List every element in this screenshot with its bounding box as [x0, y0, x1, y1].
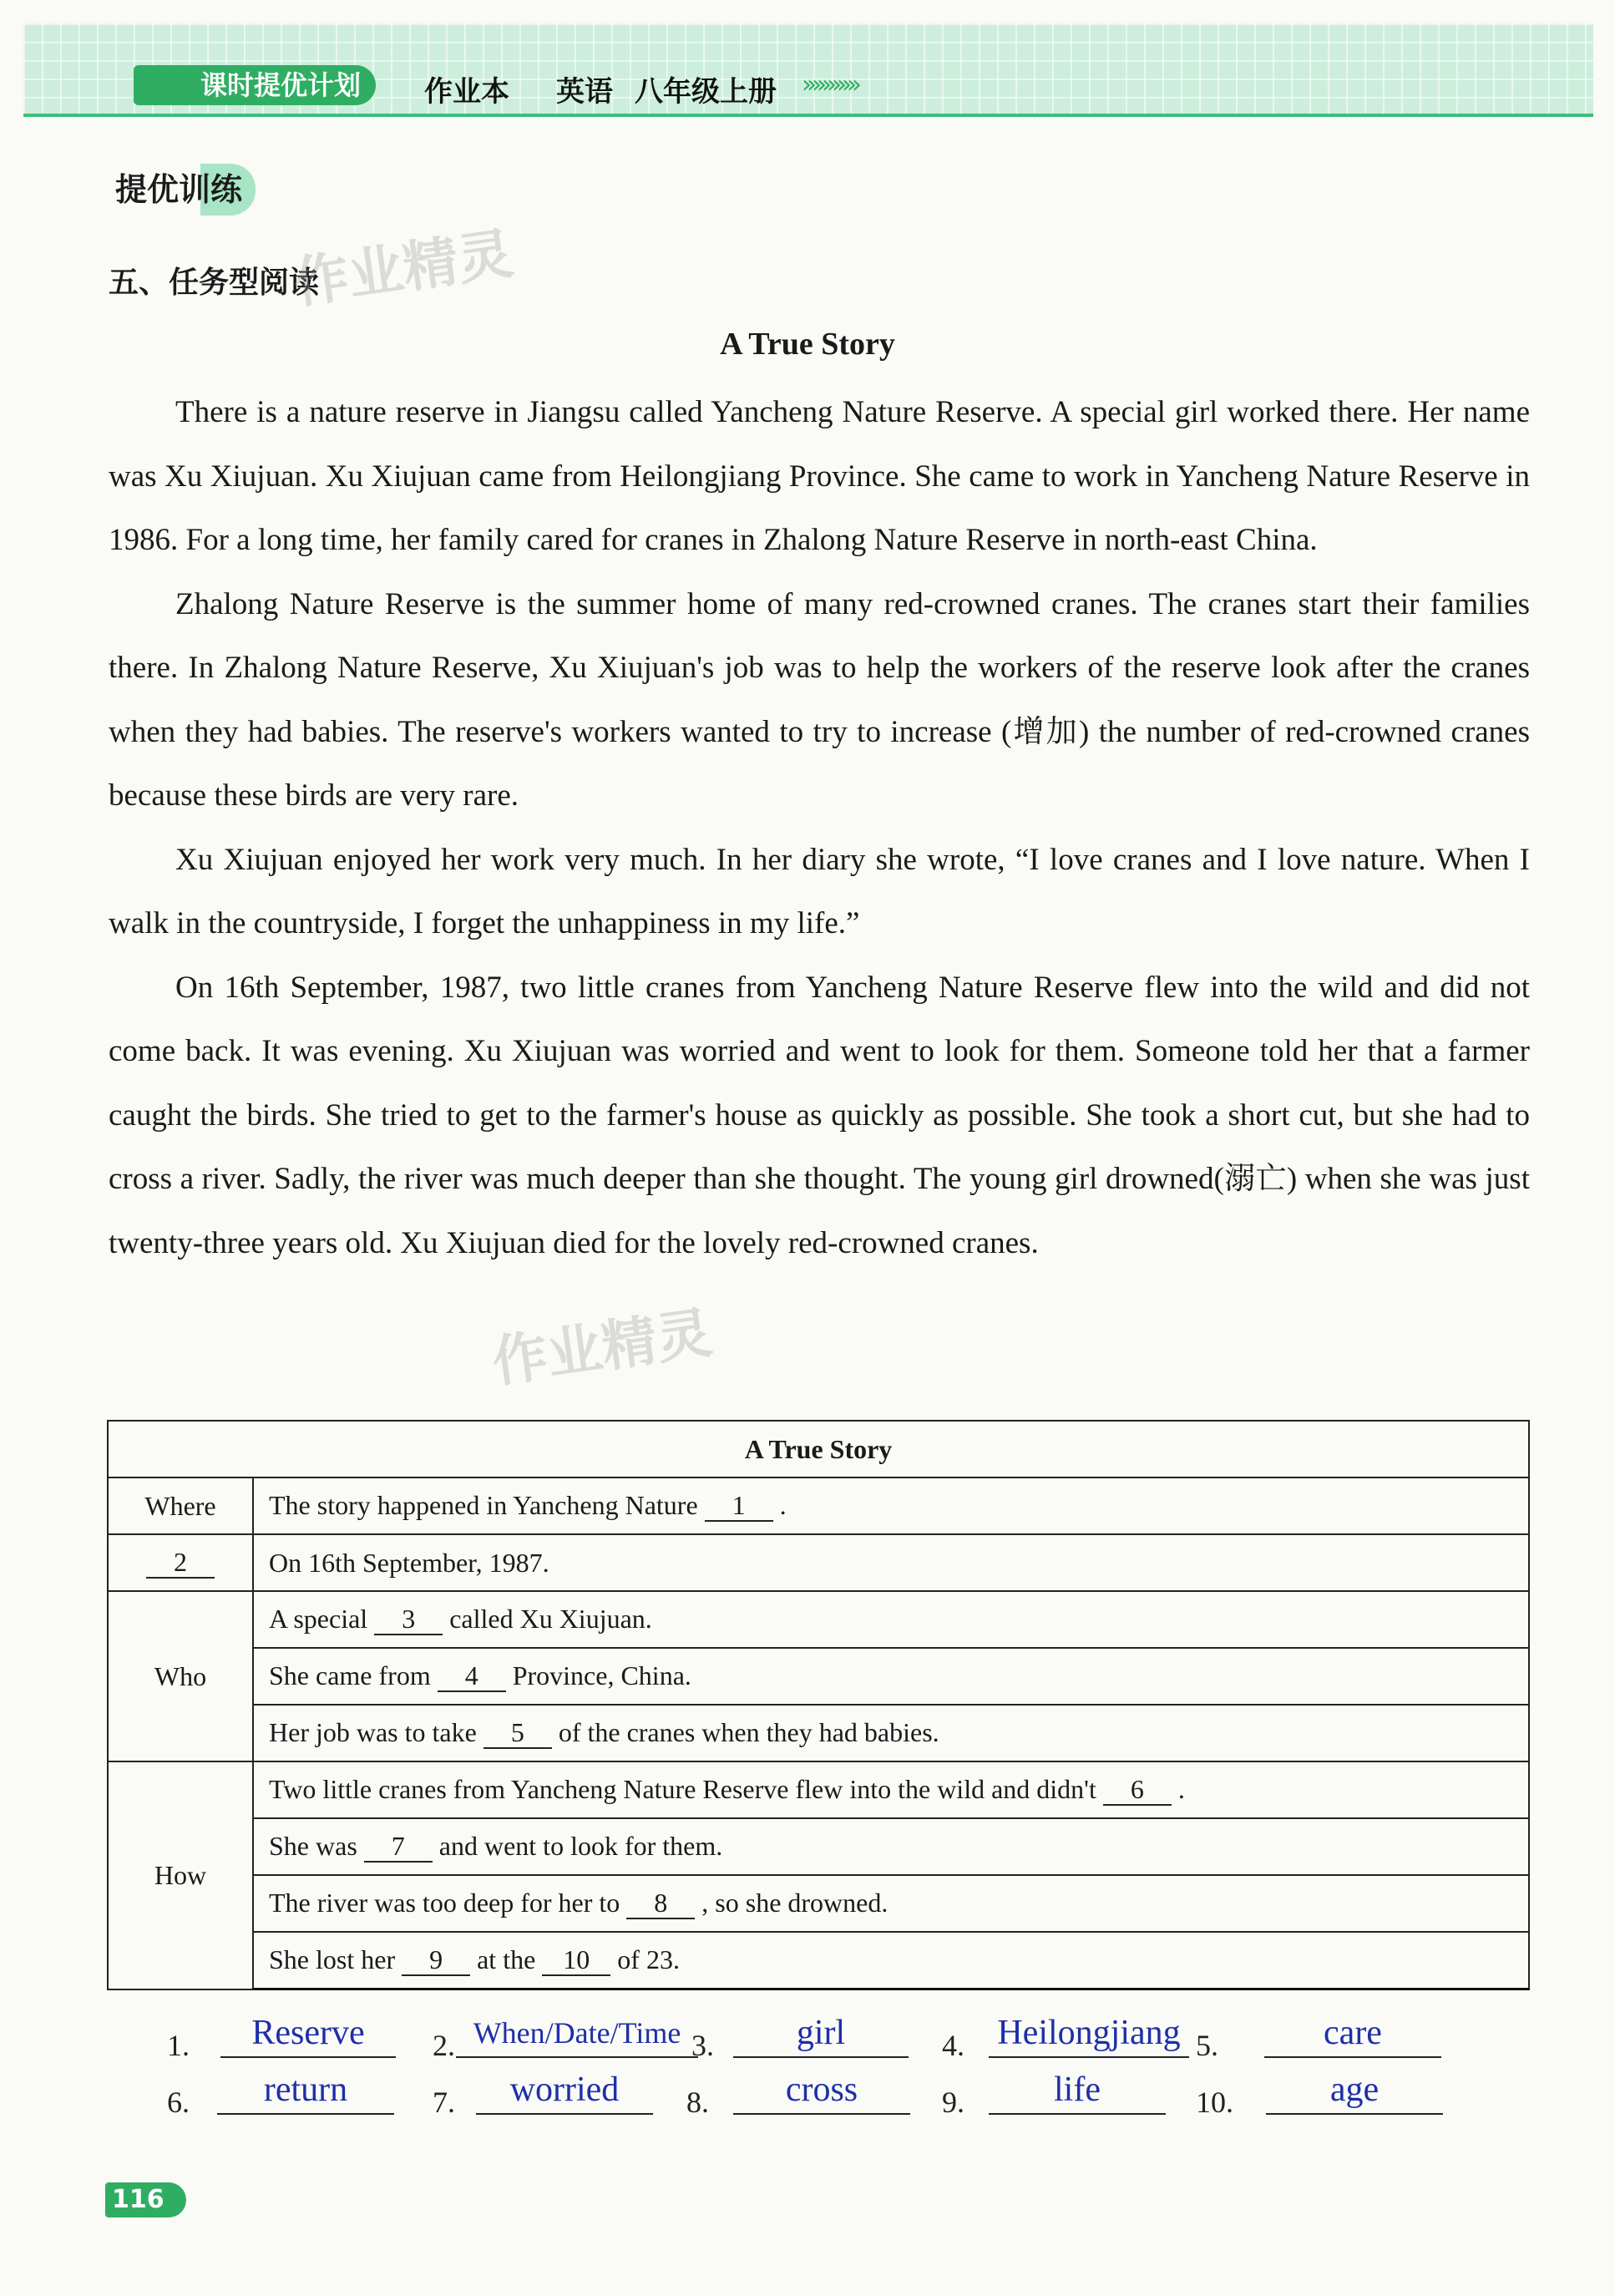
table-title: A True Story: [108, 1421, 1529, 1477]
answer-number: 8.: [686, 2086, 709, 2119]
answer-field[interactable]: Reserve: [220, 2013, 396, 2058]
answer-field[interactable]: worried: [476, 2070, 653, 2115]
book-type: 作业本: [424, 75, 509, 109]
table-cell: Two little cranes from Yancheng Nature Reserve flew into the wild and didn't 6 .: [253, 1761, 1529, 1818]
blank-1: 1: [705, 1490, 773, 1522]
answer-number: 7.: [433, 2086, 455, 2119]
blank-7: 7: [364, 1831, 433, 1863]
blank-3: 3: [374, 1604, 443, 1635]
row-label-where: Where: [108, 1477, 253, 1534]
table-cell: The river was too deep for her to 8 , so she drowned.: [253, 1875, 1529, 1932]
answer-number: 6.: [167, 2086, 190, 2119]
row-label-who: Who: [108, 1591, 253, 1761]
paragraph: On 16th September, 1987, two little cranes from Yancheng Nature Reserve flew into the wild and did not come back. It was evening. Xu Xiujuan was worried and went to look for them. Someone told her that a farmer caught the birds. She tried to get to the farmer's house as quickly as possible. She took a short cut, but she had to cross a river. Sadly, the river was much deeper than she thought. The young girl drowned(溺亡) when she was just twenty-three years old. Xu Xiujuan died for the lovely red-crowned cranes.: [109, 970, 1530, 1260]
answer-field[interactable]: When/Date/Time: [456, 2013, 698, 2058]
story-body: [109, 381, 1530, 1275]
watermark: 作业精灵: [488, 1300, 716, 1395]
table-cell: The story happened in Yancheng Nature 1 .: [253, 1477, 1529, 1534]
story-table: [107, 1420, 1530, 1990]
answer-field[interactable]: return: [217, 2070, 394, 2115]
answer-number: 4.: [942, 2029, 964, 2062]
answer-number: 1.: [167, 2029, 190, 2062]
table-cell: A special 3 called Xu Xiujuan.: [253, 1591, 1529, 1648]
table-cell: She came from 4 Province, China.: [253, 1648, 1529, 1705]
blank-6: 6: [1103, 1774, 1172, 1806]
blank-10: 10: [542, 1944, 610, 1976]
answer-field[interactable]: age: [1266, 2070, 1443, 2115]
blank-9: 9: [402, 1944, 470, 1976]
row-label-when: [108, 1534, 253, 1591]
section-tag: 提优训练: [109, 164, 256, 215]
story-title: A True Story: [720, 327, 895, 362]
answer-field[interactable]: girl: [733, 2013, 909, 2058]
answer-field[interactable]: life: [989, 2070, 1166, 2115]
table-cell: She was 7 and went to look for them.: [253, 1818, 1529, 1875]
blank-4: 4: [438, 1660, 506, 1692]
answer-number: 3.: [691, 2029, 714, 2062]
grade: 八年级上册: [635, 75, 777, 109]
paragraph: There is a nature reserve in Jiangsu called Yancheng Nature Reserve. A special girl worked there. Her name was Xu Xiujuan. Xu Xiujuan came from Heilongjiang Province. She came to work in Yancheng Nature Reserve in 1986. For a long time, her family cared for cranes in Zhalong Nature Reserve in north-east China.: [109, 395, 1530, 557]
table-cell: On 16th September, 1987.: [253, 1534, 1529, 1591]
answer-number: 2.: [433, 2029, 455, 2062]
answer-number: 5.: [1196, 2029, 1218, 2062]
answer-field[interactable]: care: [1264, 2013, 1441, 2058]
answer-number: 10.: [1196, 2086, 1233, 2119]
blank-5: 5: [483, 1717, 552, 1749]
paragraph: Zhalong Nature Reserve is the summer home of many red-crowned cranes. The cranes start their families there. In Zhalong Nature Reserve, Xu Xiujuan's job was to help the workers of the reserve look after the cranes when they had babies. The reserve's workers wanted to try to increase (增加) the number of red-crowned cranes because these birds are very rare.: [109, 586, 1530, 813]
row-label-how: How: [108, 1761, 253, 1989]
paragraph: Xu Xiujuan enjoyed her work very much. In her diary she wrote, “I love cranes and I love nature. When I walk in the countryside, I forget the unhappiness in my life.”: [109, 842, 1530, 940]
blank-2: 2: [146, 1547, 215, 1579]
blank-8: 8: [626, 1888, 695, 1919]
answer-field[interactable]: Heilongjiang: [989, 2013, 1189, 2058]
series-badge: 课时提优计划: [134, 65, 376, 105]
answer-number: 9.: [942, 2086, 964, 2119]
page-number: 116: [105, 2182, 186, 2217]
table-cell: She lost her 9 at the 10 of 23.: [253, 1932, 1529, 1989]
answer-field[interactable]: cross: [733, 2070, 910, 2115]
section-title: 五、任务型阅读: [109, 266, 320, 300]
table-cell: Her job was to take 5 of the cranes when they had babies.: [253, 1705, 1529, 1761]
answer-area: [167, 2013, 1503, 2126]
chevron-decoration: ›››››››››››: [802, 70, 857, 99]
subject: 英语: [556, 75, 613, 109]
watermark: 作业精灵: [289, 220, 517, 316]
